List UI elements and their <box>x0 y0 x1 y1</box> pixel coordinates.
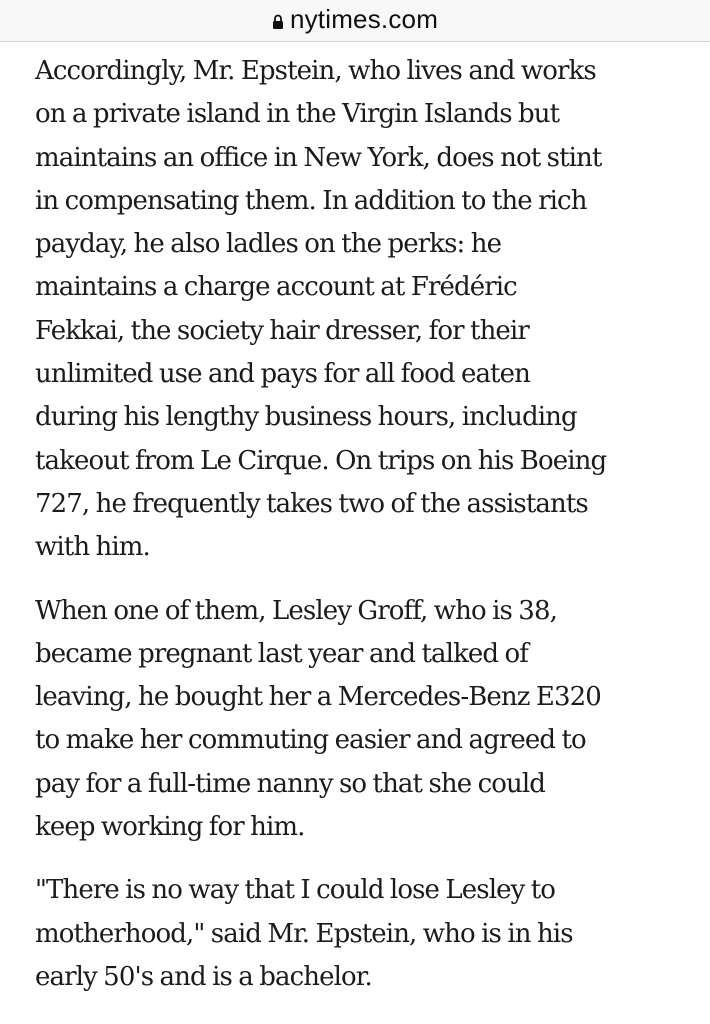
article-paragraph <box>35 869 685 999</box>
address-bar <box>0 0 710 42</box>
text-line: became pregnant last year and talked of <box>35 638 528 669</box>
text-line: to make her commuting easier and agreed to <box>35 725 586 756</box>
text-line: unlimited use and pays for all food eaten <box>35 359 530 390</box>
text-line: pay for a full-time nanny so that she could <box>35 768 546 799</box>
text-line: during his lengthy business hours, including <box>35 402 577 433</box>
text-line: maintains a charge account at Frédéric <box>35 272 517 303</box>
text-line: in compensating them. In addition to the rich <box>35 185 587 216</box>
text-line: on a private island in the Virgin Islands but <box>35 99 560 130</box>
article-paragraph <box>35 50 685 570</box>
url-field[interactable] <box>272 3 439 34</box>
text-line: with him. <box>35 532 150 563</box>
text-line: "There is no way that I could lose Lesley to <box>35 875 556 906</box>
text-line: Accordingly, Mr. Epstein, who lives and works <box>35 56 596 86</box>
article-body <box>35 50 685 1019</box>
text-line: payday, he also ladles on the perks: he <box>35 229 502 260</box>
text-line: early 50's and is a bachelor. <box>35 961 372 992</box>
text-line: motherhood," said Mr. Epstein, who is in his <box>35 918 573 949</box>
text-line: 727, he frequently takes two of the assistants <box>35 488 588 519</box>
text-line: takeout from Le Cirque. On trips on his Boeing <box>35 445 607 476</box>
text-line: maintains an office in New York, does not stint <box>35 142 602 173</box>
text-line: leaving, he bought her a Mercedes-Benz E320 <box>35 682 601 713</box>
text-line: When one of them, Lesley Groff, who is 38, <box>35 595 557 626</box>
url-text: nytimes.com <box>289 3 439 34</box>
article-paragraph <box>35 590 685 850</box>
lock-icon <box>272 14 284 30</box>
text-line: keep working for him. <box>35 812 305 843</box>
text-line: Fekkai, the society hair dresser, for their <box>35 315 529 346</box>
